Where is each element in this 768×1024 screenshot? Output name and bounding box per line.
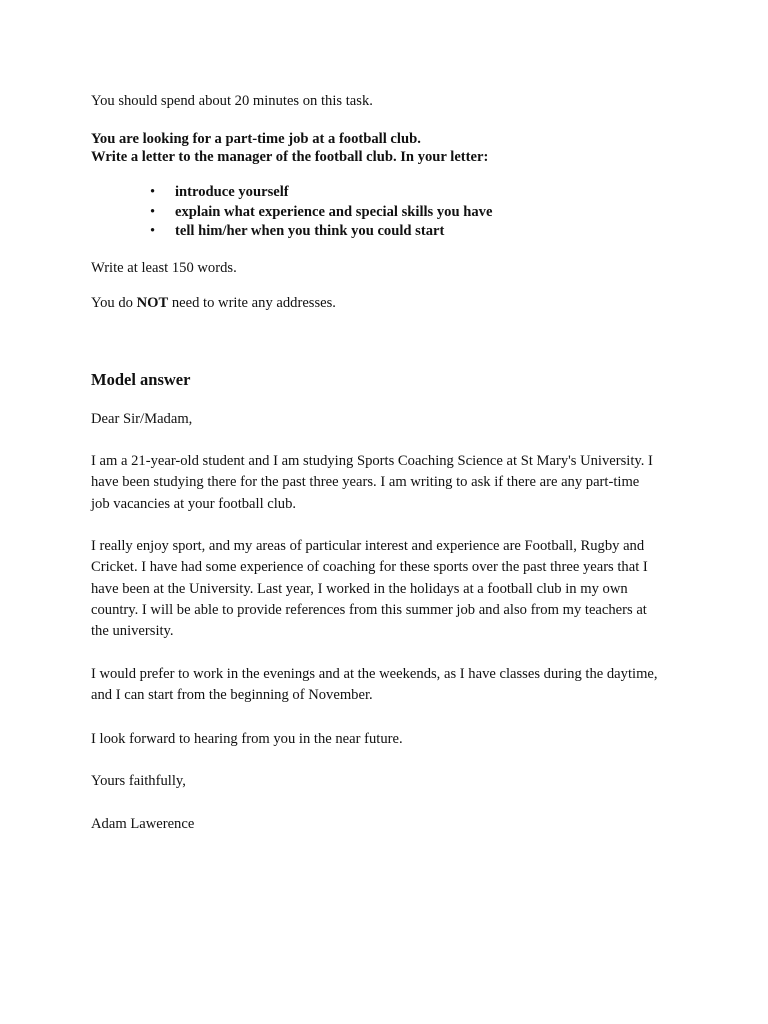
- paragraph-line: Cricket. I have had some experience of coaching for these sports over the past three years that I: [91, 559, 648, 576]
- bullet-item: [0, 222, 492, 242]
- model-answer-heading: Model answer: [91, 370, 191, 389]
- task-prompt-line-1: You are looking for a part-time job at a football club.: [91, 131, 421, 147]
- task-instruction: You should spend about 20 minutes on this task.: [91, 93, 373, 109]
- task-bullet-list: [0, 183, 492, 242]
- paragraph-line: I would prefer to work in the evenings and at the weekends, as I have classes during the daytime,: [91, 666, 658, 682]
- letter-paragraph-1: [91, 451, 691, 515]
- bullet-item: [0, 203, 492, 223]
- bullet-text: explain what experience and special skills you have: [175, 203, 493, 220]
- bullet-text: introduce yourself: [175, 184, 289, 200]
- letter-salutation: Dear Sir/Madam,: [91, 411, 193, 427]
- paragraph-line: country. I will be able to provide references from this summer job and also from my teachers at: [91, 601, 647, 618]
- paragraph-line: job vacancies at your football club.: [91, 495, 297, 512]
- paragraph-line: and I can start from the beginning of November.: [91, 687, 373, 704]
- bullet-item: [0, 183, 492, 203]
- bullet-icon: •: [150, 203, 156, 220]
- letter-paragraph-3: [91, 664, 691, 707]
- letter-paragraph-2: [91, 536, 691, 642]
- paragraph-line: have been at the University. Last year, I worked in the holidays at a football club in my own: [91, 580, 628, 597]
- bullet-icon: •: [150, 184, 156, 200]
- word-count-note: Write at least 150 words.: [91, 260, 237, 276]
- address-note-emphasis: NOT: [136, 295, 169, 311]
- paragraph-line: the university.: [91, 623, 174, 640]
- paragraph-line: I really enjoy sport, and my areas of particular interest and experience are Football, Rugby and: [91, 538, 645, 554]
- letter-paragraph-4: I look forward to hearing from you in the near future.: [91, 731, 403, 747]
- address-note-suffix: need to write any addresses.: [168, 295, 336, 311]
- task-prompt-line-2: Write a letter to the manager of the football club. In your letter:: [91, 149, 489, 165]
- address-note-prefix: You do: [91, 295, 137, 311]
- address-note: [91, 293, 336, 314]
- letter-signature: Adam Lawerence: [91, 816, 195, 832]
- bullet-text: tell him/her when you think you could start: [175, 223, 445, 239]
- bullet-icon: •: [150, 223, 156, 239]
- paragraph-line: I am a 21-year-old student and I am studying Sports Coaching Science at St Mary's University. I: [91, 453, 653, 469]
- paragraph-line: have been studying there for the past three years. I am writing to ask if there are any part-time: [91, 474, 640, 491]
- letter-closing: Yours faithfully,: [91, 773, 186, 789]
